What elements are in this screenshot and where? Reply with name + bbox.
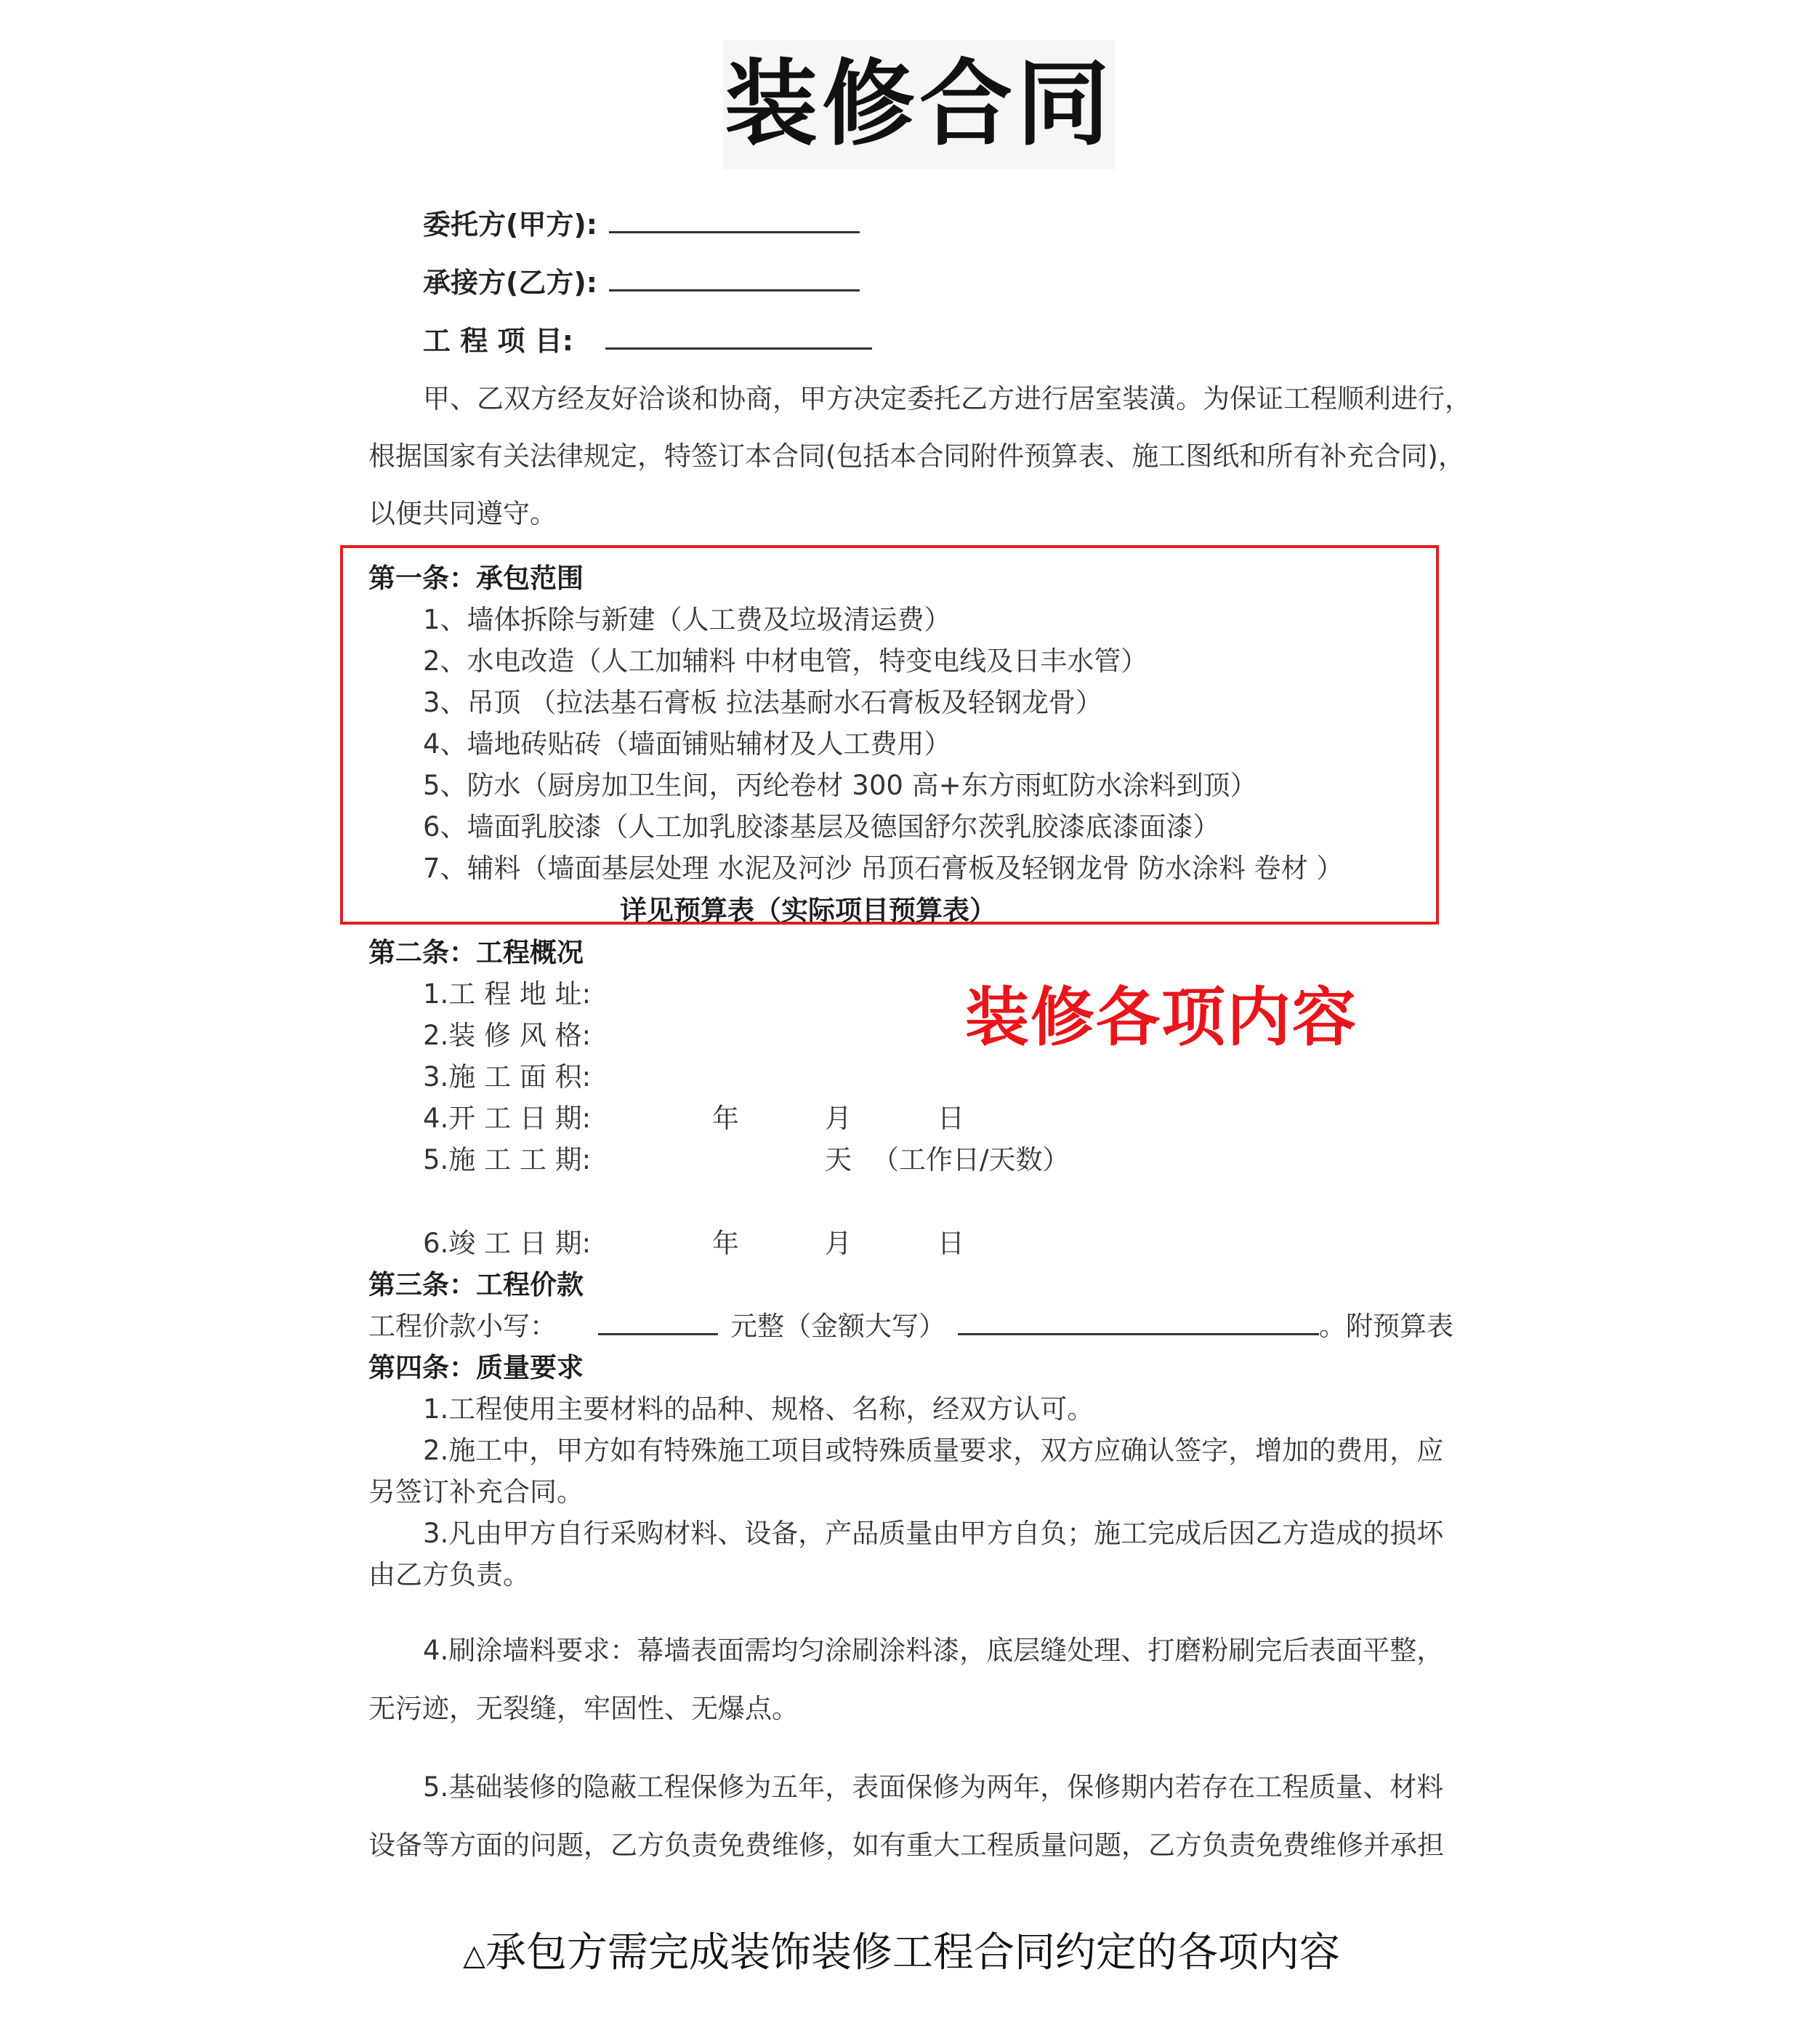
quality-item-3-line-1: 3.凡由甲方自行采购材料、设备，产品质量由甲方自负；施工完成后因乙方造成的损坏 [423,1518,1444,1549]
contractor-label: 承接方(乙方): [423,267,597,299]
intro-line-2: 根据国家有关法律规定，特签订本合同(包括本合同附件预算表、施工图纸和所有补充合同)， [368,440,1465,472]
article-1-heading: 第一条：承包范围 [368,563,584,594]
article-2-heading: 第二条：工程概况 [368,937,584,968]
figure-caption [0,1920,1803,1979]
article-3-heading: 第三条：工程价款 [368,1269,584,1300]
quality-item-5-line-1: 5.基础装修的隐蔽工程保修为五年，表面保修为两年，保修期内若存在工程质量、材料 [423,1771,1444,1803]
scope-item-5: 5、防水（厨房加卫生间，丙纶卷材 300 高+东方雨虹防水涂料到顶） [423,770,1257,801]
scope-item-3: 3、吊顶 （拉法基石膏板 拉法基耐水石膏板及轻钢龙骨） [423,687,1103,718]
project-blank [605,347,872,350]
article-4-heading: 第四条：质量要求 [368,1352,584,1383]
scope-item-1: 1、墙体拆除与新建（人工费及垃圾清运费） [423,604,951,635]
intro-line-3: 以便共同遵守。 [368,498,557,529]
caption-text: 承包方需完成装饰装修工程合同约定的各项内容 [485,1929,1340,1976]
start-day: 日 [937,1103,964,1134]
start-date-label: 4.开 工 日 期: [423,1103,592,1134]
contractor-blank [609,289,860,291]
intro-line-1: 甲、乙双方经友好洽谈和协商，甲方决定委托乙方进行居室装潢。为保证工程顺利进行， [423,383,1472,414]
price-large-blank [958,1333,1319,1335]
scope-note: 详见预算表（实际项目预算表） [620,895,996,926]
scope-item-2: 2、水电改造（人工加辅料 中材电管，特变电线及日丰水管） [423,645,1148,677]
quality-item-4-line-2: 无污迹，无裂缝，牢固性、无爆点。 [368,1693,799,1724]
quality-item-2-line-1: 2.施工中，甲方如有特殊施工项目或特殊质量要求，双方应确认签字，增加的费用，应 [423,1435,1444,1466]
scope-item-6: 6、墙面乳胶漆（人工加乳胶漆基层及德国舒尔茨乳胶漆底漆面漆） [423,811,1220,842]
start-month: 月 [825,1103,852,1134]
design-style-label: 2.装 修 风 格: [423,1020,592,1051]
project-label: 工 程 项 目: [423,325,573,357]
triangle-marker: △ [463,1939,485,1972]
finish-month: 月 [825,1228,852,1259]
quality-item-2-line-2: 另签订补充合同。 [368,1476,584,1508]
price-yuan-label: 元整（金额大写） [730,1311,945,1342]
quality-item-3-line-2: 由乙方负责。 [368,1559,530,1590]
quality-item-4-line-1: 4.刷涂墙料要求：幕墙表面需均匀涂刷涂料漆，底层缝处理、打磨粉刷完后表面平整， [423,1635,1444,1666]
project-address-label: 1.工 程 地 址: [423,978,592,1010]
document-title: 装修合同 [724,50,1114,158]
quality-item-5-line-2: 设备等方面的问题，乙方负责免费维修，如有重大工程质量问题，乙方负责免费维修并承担 [368,1830,1444,1861]
finish-year: 年 [712,1228,739,1259]
client-blank [609,231,860,233]
client-label: 委托方(甲方): [423,209,597,241]
start-year: 年 [712,1103,739,1134]
duration-label: 5.施 工 工 期: [423,1144,592,1175]
duration-note: （工作日/天数） [872,1144,1070,1175]
price-small-blank [598,1333,718,1335]
finish-day: 日 [937,1228,964,1259]
scope-item-7: 7、辅料（墙面基层处理 水泥及河沙 吊顶石膏板及轻钢龙骨 防水涂料 卷材 ） [423,853,1344,884]
price-attach-label: 。附预算表 [1319,1311,1453,1342]
finish-date-label: 6.竣 工 日 期: [423,1228,592,1259]
quality-item-1: 1.工程使用主要材料的品种、规格、名称，经双方认可。 [423,1393,1094,1425]
price-small-label: 工程价款小写： [368,1311,557,1342]
scope-item-4: 4、墙地砖贴砖（墙面铺贴辅材及人工费用） [423,728,951,760]
annotation-text: 装修各项内容 [965,980,1358,1055]
construction-area-label: 3.施 工 面 积: [423,1061,592,1093]
duration-days: 天 [825,1144,852,1175]
